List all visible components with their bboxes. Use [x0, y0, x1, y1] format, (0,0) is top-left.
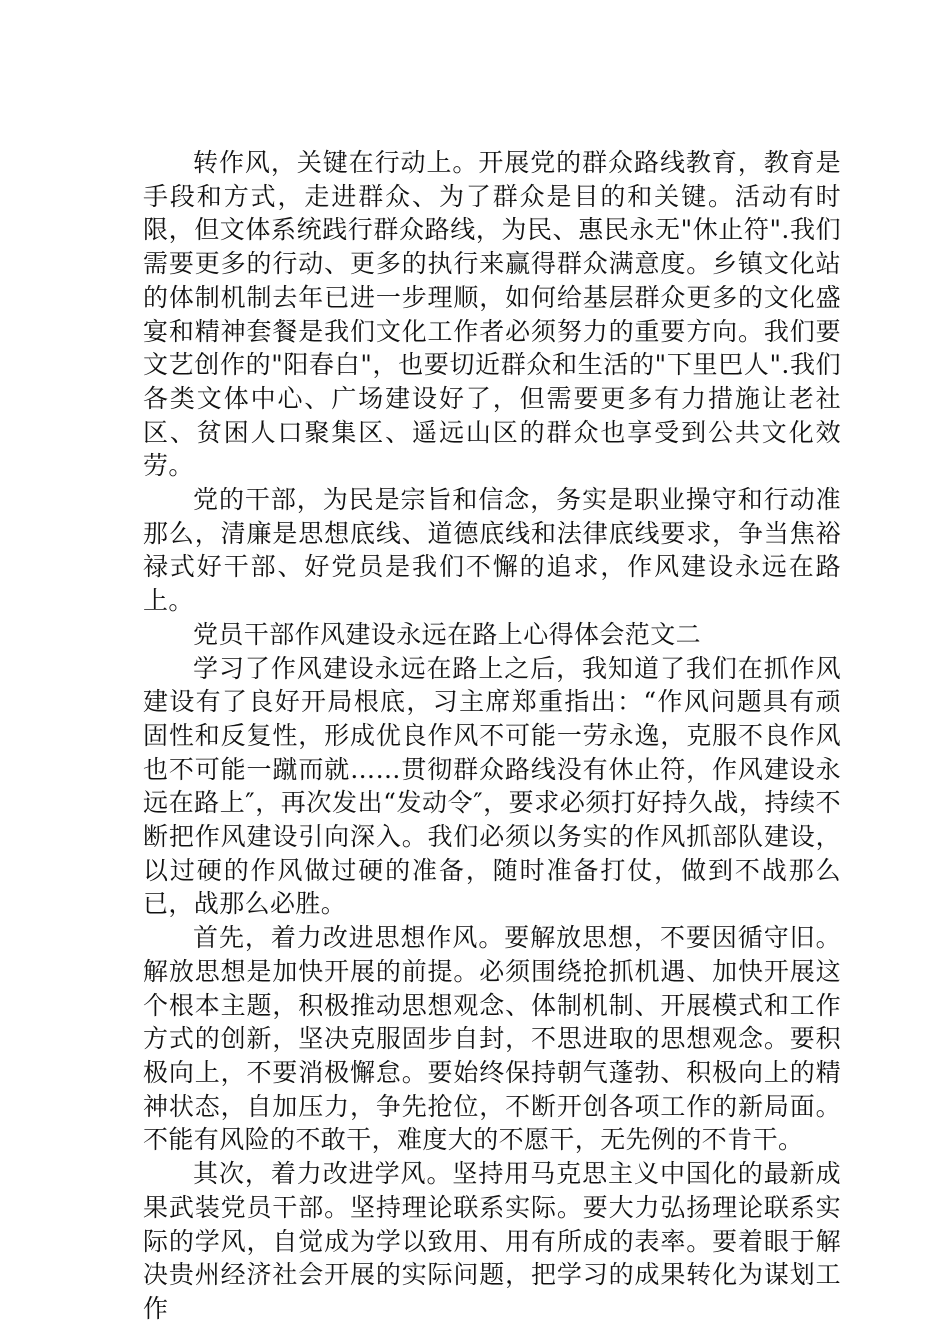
document-page — [143, 146, 841, 1326]
paragraph-4: 首先，着力改进思想作风。要解放思想，不要因循守旧。解放思想是加快开展的前提。必须围绕抢抓机遇、加快开展这个根本主题，积极推动思想观念、体制机制、开展模式和工作方式的创新，坚决克服固步自封，不思进取的思想观念。要积极向上，不要消极懈怠。要始终保持朝气蓬勃、积极向上的精神状态，自加压力，争先抢位，不断开创各项工作的新局面。不能有风险的不敢干，难度大的不愿干，无先例的不肯干。 — [143, 923, 841, 1155]
section-heading: 党员干部作风建设永远在路上心得体会范文二 — [193, 619, 702, 649]
paragraph-1: 转作风，关键在行动上。开展党的群众路线教育，教育是手段和方式，走进群众、为了群众是目的和关键。活动有时限，但文体系统践行群众路线，为民、惠民永无"休止符".我们需要更多的行动、更多的执行来赢得群众满意度。乡镇文化站的体制机制去年已进一步理顺，如何给基层群众更多的文化盛宴和精神套餐是我们文化工作者必须努力的重要方向。我们要文艺创作的"阳春白"，也要切近群众和生活的"下里巴人".我们各类文体中心、广场建设好了，但需要更多有力措施让老社区、贫困人口聚集区、遥远山区的群众也享受到公共文化效劳。 — [143, 148, 841, 481]
paragraph-3: 学习了作风建设永远在路上之后，我知道了我们在抓作风建设有了良好开局根底，习主席郑重指出：“作风问题具有顽固性和反复性，形成优良作风不可能一劳永逸，克服不良作风也不可能一蹴而就……贯彻群众路线没有休止符，作风建设永远在路上″，再次发出“发动令″，要求必须打好持久战，持续不断把作风建设引向深入。我们必须以务实的作风抓部队建设，以过硬的作风做过硬的准备，随时准备打仗，做到不战那么已，战那么必胜。 — [143, 653, 841, 919]
paragraph-2: 党的干部，为民是宗旨和信念，务实是职业操守和行动准那么，清廉是思想底线、道德底线和法律底线要求，争当焦裕禄式好干部、好党员是我们不懈的追求，作风建设永远在路上。 — [143, 485, 841, 616]
paragraph-5: 其次，着力改进学风。坚持用马克思主义中国化的最新成果武装党员干部。坚持理论联系实际。要大力弘扬理论联系实际的学风，自觉成为学以致用、用有所成的表率。要着眼于解决贵州经济社会开展的实际问题，把学习的成果转化为谋划工作 — [143, 1159, 841, 1323]
